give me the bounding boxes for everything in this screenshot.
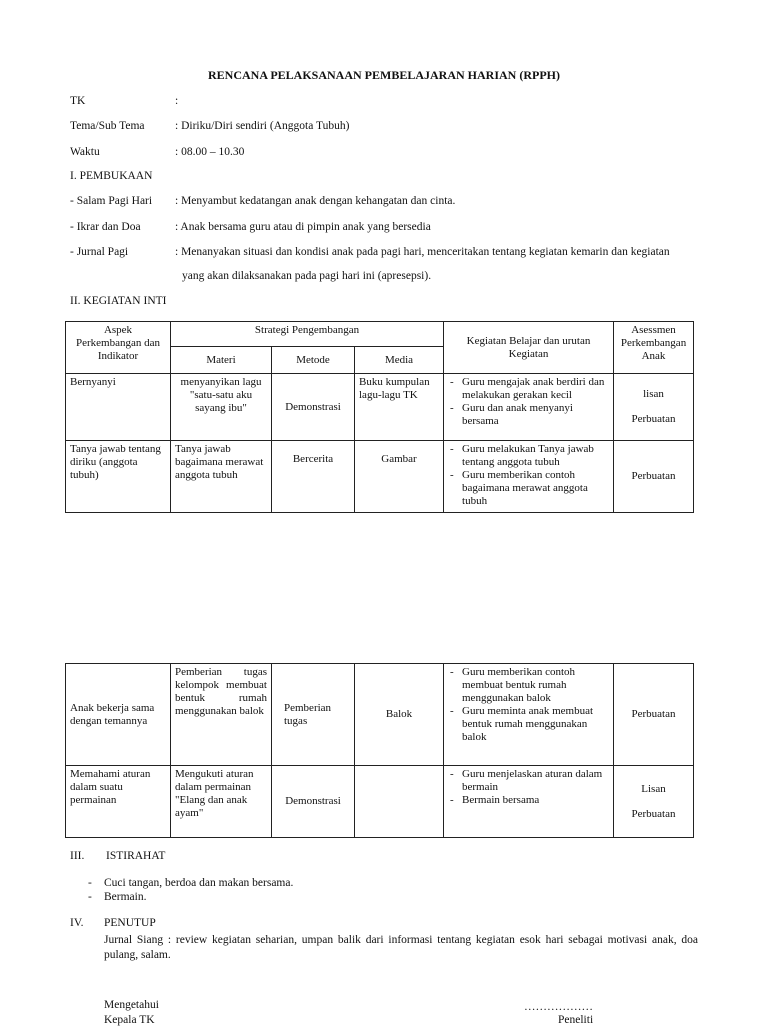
kegiatan-item: - Guru mengajak anak berdiri dan melakukan gerakan kecil [448, 376, 609, 402]
kegiatan-table-continued [65, 663, 694, 838]
cell-asesmen [614, 374, 694, 441]
istirahat-item: - Bermain. [88, 890, 293, 904]
penutup-text: Jurnal Siang : review kegiatan seharian, umpan balik dari informasi tentang kegiatan esok hari sebagai motivasi anak, doa pulang, salam. [104, 934, 698, 961]
asesmen-item: Lisan [641, 782, 666, 795]
asesmen-item: Perbuatan [631, 708, 676, 720]
mengetahui-label: Mengetahui [104, 999, 159, 1011]
cell-metode: Demonstrasi [272, 766, 355, 838]
kepala-tk-label: Kepala TK [104, 1014, 155, 1026]
jurnal-value: : Menanyakan situasi dan kondisi anak pada pagi hari, menceritakan tentang kegiatan kemarin dan kegiatan [175, 246, 670, 258]
header-strategi: Strategi Pengembangan [171, 322, 444, 347]
cell-materi: menyanyikan lagu "satu-satu aku sayang ibu" [171, 374, 272, 441]
cell-metode: Bercerita [272, 441, 355, 513]
ikrar-value: : Anak bersama guru atau di pimpin anak yang bersedia [175, 221, 431, 233]
table-row [66, 766, 694, 838]
salam-value: : Menyambut kedatangan anak dengan kehangatan dan cinta. [175, 195, 456, 207]
cell-aspek: Tanya jawab tentang diriku (anggota tubuh) [66, 441, 171, 513]
cell-asesmen [614, 441, 694, 513]
header-aspek: Aspek Perkembangan dan Indikator [66, 322, 171, 374]
tema-value: : Diriku/Diri sendiri (Anggota Tubuh) [175, 120, 350, 132]
header-kegiatan: Kegiatan Belajar dan urutan Kegiatan [444, 322, 614, 374]
table-row [66, 441, 694, 513]
asesmen-item: Perbuatan [631, 807, 676, 820]
kegiatan-item: - Guru memberikan contoh membuat bentuk rumah menggunakan balok [448, 666, 609, 705]
header-metode: Metode [272, 347, 355, 374]
kegiatan-item: - Guru meminta anak membuat bentuk rumah menggunakan balok [448, 705, 609, 744]
kegiatan-table [65, 321, 694, 513]
document-title: RENCANA PELAKSANAAN PEMBELAJARAN HARIAN (RPPH) [207, 68, 560, 82]
cell-kegiatan [444, 374, 614, 441]
cell-materi: Mengukuti aturan dalam permainan "Elang dan anak ayam" [171, 766, 272, 838]
kegiatan-inti-heading: II. KEGIATAN INTI [70, 295, 167, 307]
header-asesmen: Asessmen Perkembangan Anak [614, 322, 694, 374]
cell-aspek: Memahami aturan dalam suatu permainan [66, 766, 171, 838]
cell-metode: Demonstrasi [272, 374, 355, 441]
peneliti-label: Peneliti [558, 1014, 594, 1026]
waktu-value: : 08.00 – 10.30 [175, 146, 245, 158]
cell-kegiatan [444, 766, 614, 838]
ikrar-label: - Ikrar dan Doa [70, 221, 141, 233]
header-media: Media [355, 347, 444, 374]
cell-aspek: Anak bekerja sama dengan temannya [66, 664, 171, 766]
cell-media: Balok [355, 664, 444, 766]
istirahat-list [88, 876, 293, 904]
istirahat-heading: ISTIRAHAT [106, 850, 166, 862]
table-row [66, 374, 694, 441]
salam-label: - Salam Pagi Hari [70, 195, 153, 207]
tk-value: : [175, 95, 179, 107]
asesmen-item: Perbuatan [631, 470, 676, 482]
istirahat-item: - Cuci tangan, berdoa dan makan bersama. [88, 876, 293, 890]
asesmen-item: Perbuatan [631, 413, 676, 425]
cell-kegiatan [444, 441, 614, 513]
jurnal-label: - Jurnal Pagi [70, 246, 129, 258]
cell-asesmen [614, 664, 694, 766]
cell-media: Gambar [355, 441, 444, 513]
istirahat-number: III. [70, 850, 85, 862]
date-placeholder: ……………… [524, 1001, 593, 1013]
kegiatan-item: - Guru menjelaskan aturan dalam bermain [448, 768, 609, 794]
cell-media: Buku kumpulan lagu-lagu TK [355, 374, 444, 441]
jurnal-continuation: yang akan dilaksanakan pada pagi hari ini (apresepsi). [182, 270, 432, 282]
kegiatan-item: - Bermain bersama [448, 794, 609, 807]
cell-materi: Pemberian tugas kelompok membuat bentuk rumah menggunakan balok [171, 664, 272, 766]
kegiatan-item: - Guru melakukan Tanya jawab tentang anggota tubuh [448, 443, 609, 469]
tk-label: TK [70, 95, 86, 107]
cell-asesmen [614, 766, 694, 838]
cell-metode: Pemberian tugas [272, 664, 355, 766]
waktu-label: Waktu [70, 146, 100, 158]
kegiatan-item: - Guru dan anak menyanyi bersama [448, 402, 609, 428]
table-row [66, 664, 694, 766]
penutup-number: IV. [70, 917, 84, 929]
tema-label: Tema/Sub Tema [70, 120, 145, 132]
header-materi: Materi [171, 347, 272, 374]
kegiatan-item: - Guru memberikan contoh bagaimana merawat anggota tubuh [448, 469, 609, 508]
pembukaan-heading: I. PEMBUKAAN [70, 170, 153, 182]
penutup-heading: PENUTUP [104, 917, 156, 929]
cell-media [355, 766, 444, 838]
cell-aspek: Bernyanyi [66, 374, 171, 441]
asesmen-item: lisan [643, 388, 664, 400]
cell-kegiatan [444, 664, 614, 766]
cell-materi: Tanya jawab bagaimana merawat anggota tubuh [171, 441, 272, 513]
